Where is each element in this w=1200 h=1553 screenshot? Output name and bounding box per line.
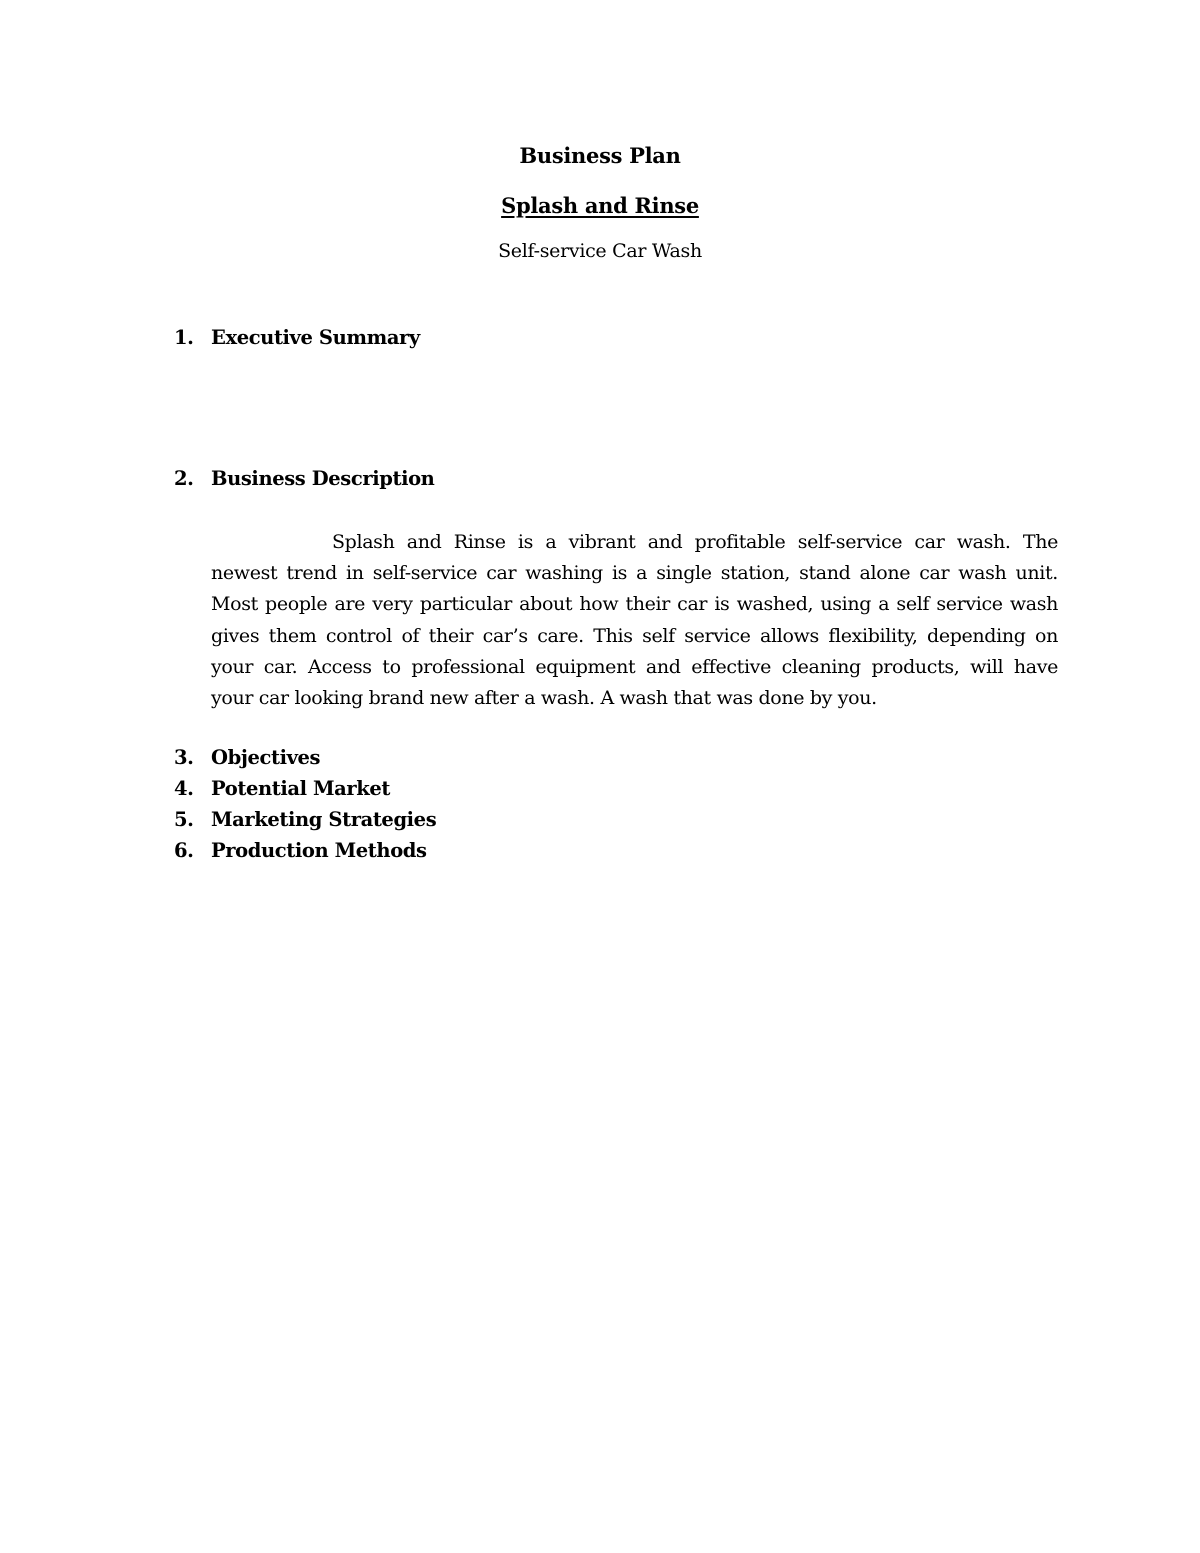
section-heading-production-methods	[174, 839, 427, 862]
section-label: Marketing Strategies	[211, 808, 437, 831]
paragraph-line: your car. Access to professional equipment and effective cleaning products, will have	[211, 655, 1058, 678]
paragraph-line: Splash and Rinse is a vibrant and profitable self-service car wash. The	[332, 531, 1058, 553]
section-number: 3.	[174, 746, 194, 769]
paragraph-line: your car looking brand new after a wash. A wash that was done by you.	[211, 687, 877, 710]
section-number: 5.	[174, 808, 194, 831]
section-heading-business-description	[174, 467, 434, 490]
business-name: Splash and Rinse	[501, 193, 699, 218]
section-number: 4.	[174, 777, 194, 800]
section-label: Executive Summary	[211, 326, 420, 349]
paragraph-line: newest trend in self-service car washing is a single station, stand alone car wash unit.	[211, 562, 1058, 585]
section-number: 1.	[174, 326, 194, 349]
section-label: Potential Market	[211, 777, 391, 800]
section-heading-executive-summary	[174, 326, 420, 349]
document-title: Business Plan	[519, 143, 681, 168]
section-number: 2.	[174, 467, 194, 490]
section-label: Business Description	[211, 467, 435, 490]
paragraph-line: Most people are very particular about how their car is washed, using a self service wash	[211, 593, 1058, 616]
business-description-paragraph	[211, 527, 1058, 714]
section-heading-marketing-strategies	[174, 808, 436, 831]
section-number: 6.	[174, 839, 194, 862]
section-heading-potential-market	[174, 777, 390, 800]
section-heading-objectives	[174, 746, 320, 769]
business-tagline: Self-service Car Wash	[498, 240, 702, 262]
section-label: Production Methods	[211, 839, 427, 862]
section-label: Objectives	[211, 746, 321, 769]
paragraph-line: gives them control of their car’s care. This self service allows flexibility, depending on	[211, 624, 1058, 647]
